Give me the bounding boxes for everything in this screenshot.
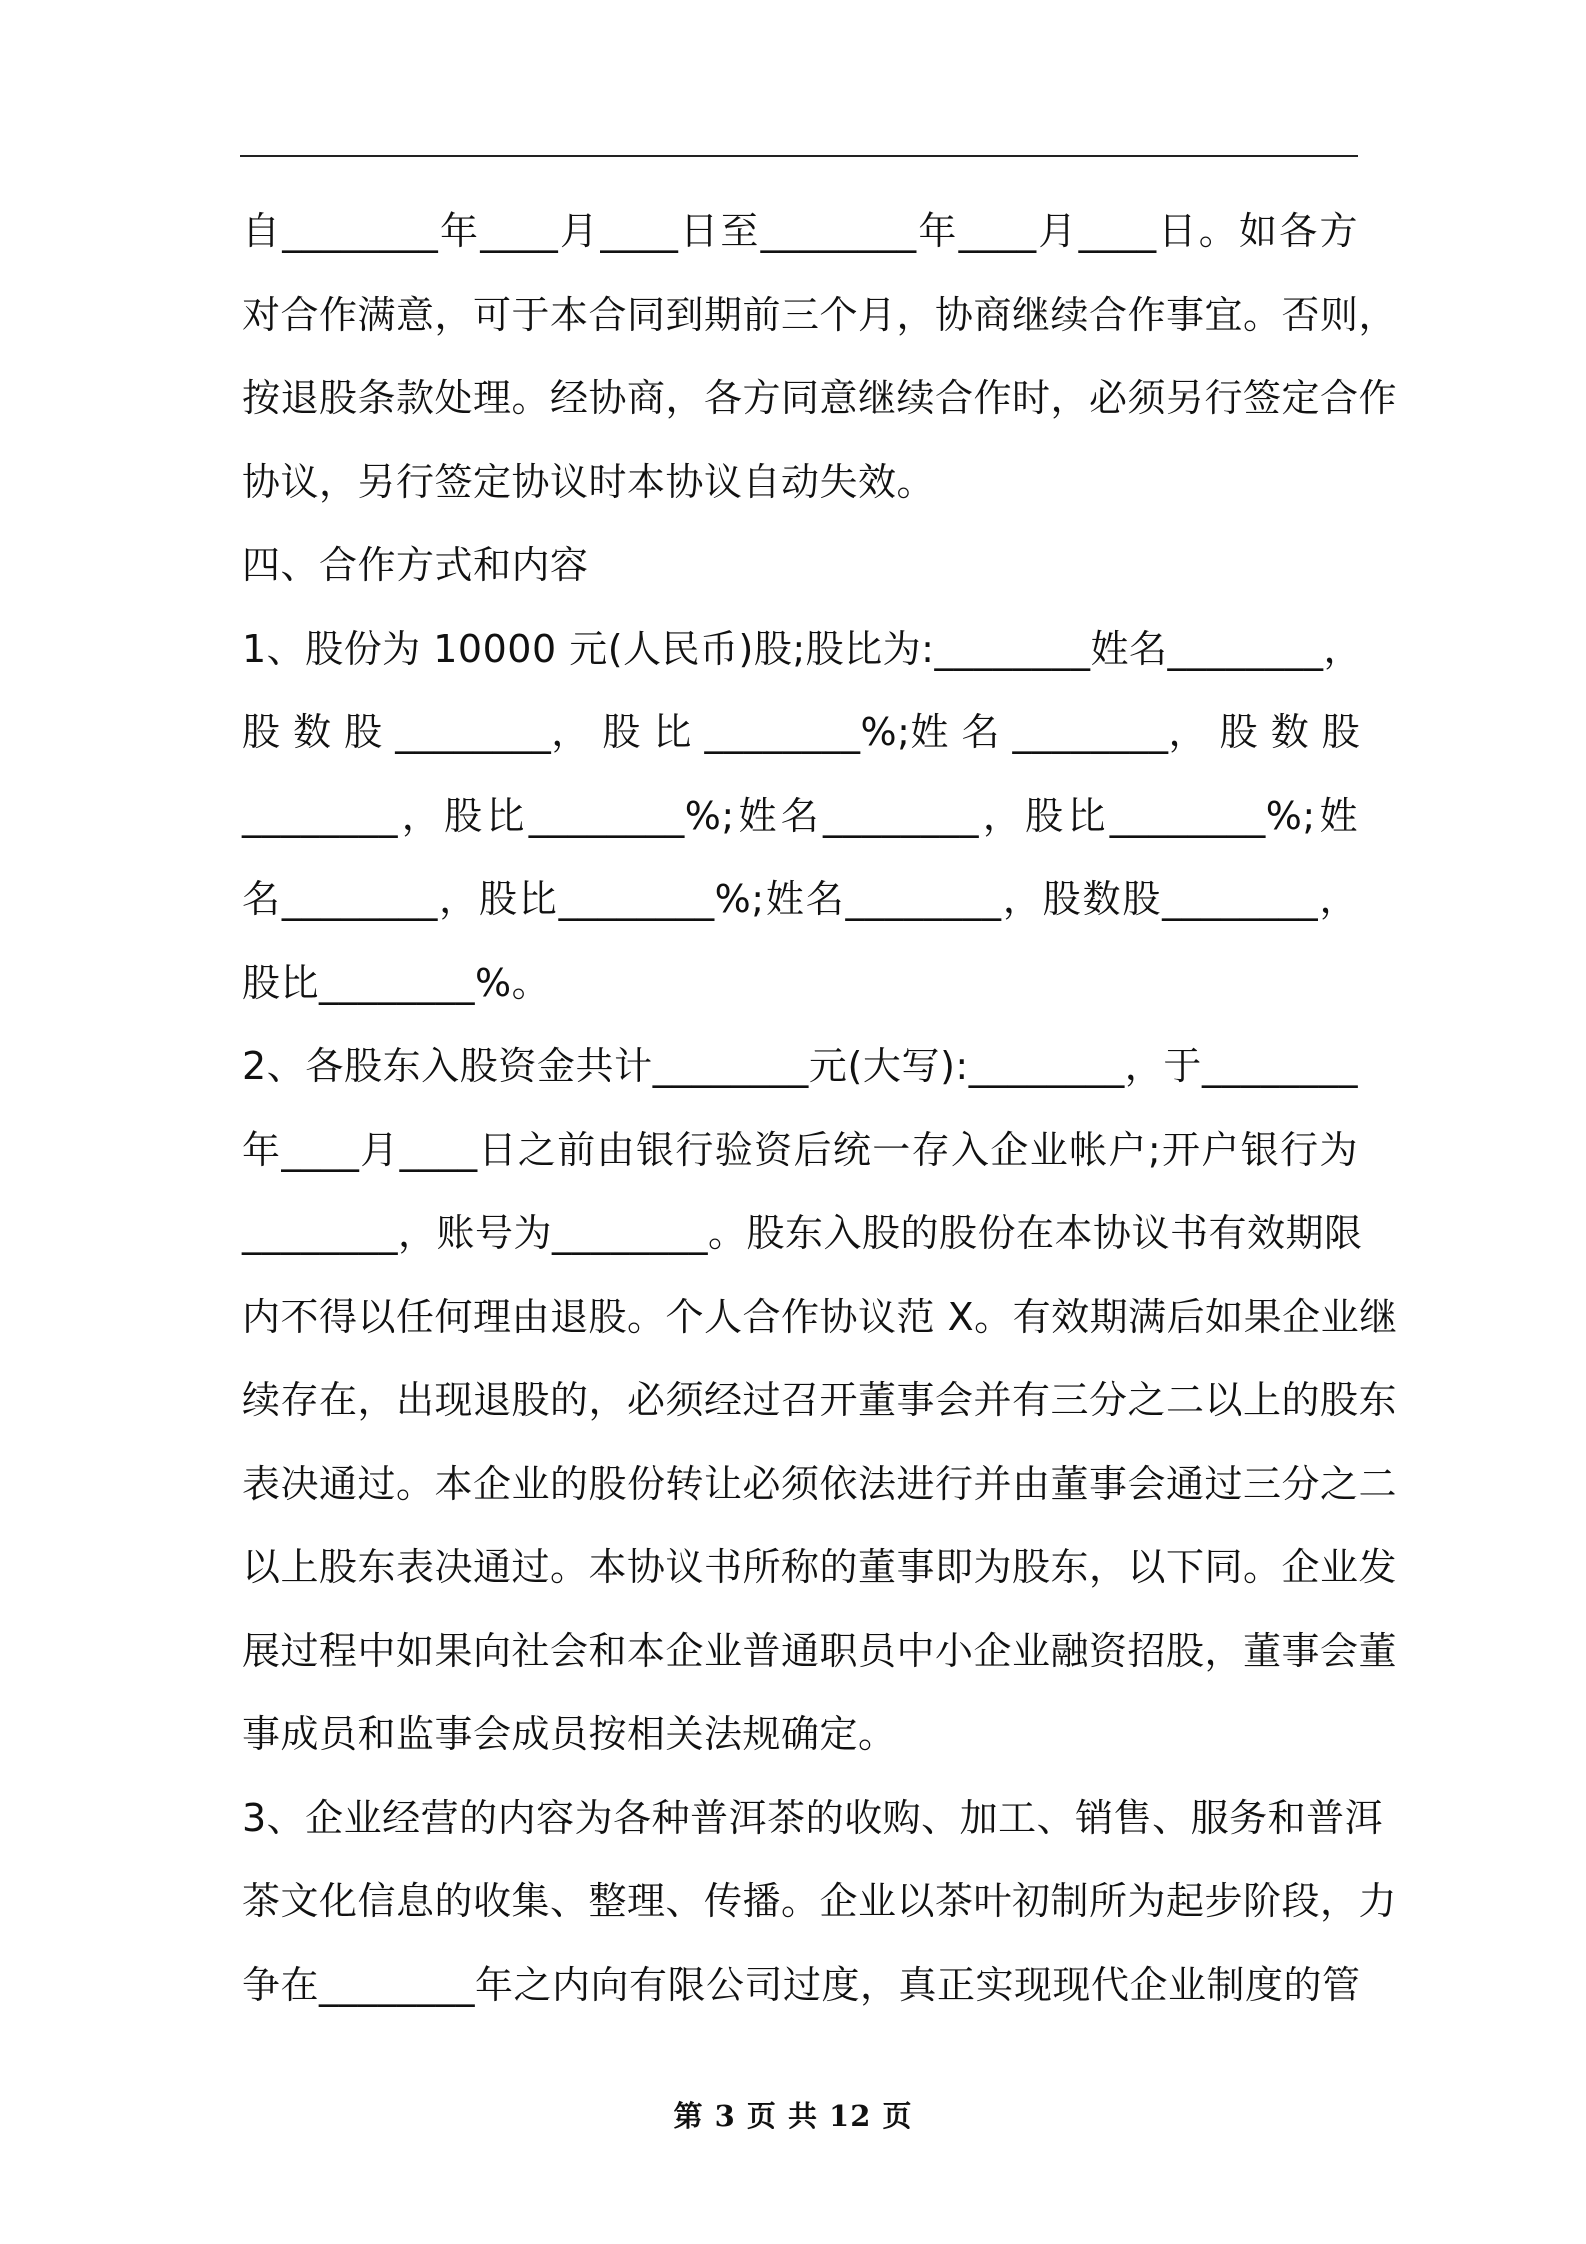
text-line: 名________，股比________%;姓名________，股数股________，: [242, 877, 1358, 921]
section-heading: 四、合作方式和内容: [242, 543, 589, 587]
text-line: 3、企业经营的内容为各种普洱茶的收购、加工、销售、服务和普洱: [242, 1795, 1384, 1840]
text-line: 年____月____日之前由银行验资后统一存入企业帐户;开户银行为: [242, 1127, 1358, 1172]
text-line: 按退股条款处理。经协商，各方同意继续合作时，必须另行签定合作: [242, 376, 1398, 420]
text-line: 续存在，出现退股的，必须经过召开董事会并有三分之二以上的股东: [242, 1378, 1398, 1422]
text-line: ________，股比________%;姓名________，股比________%;姓: [242, 793, 1358, 838]
document-body: [242, 190, 1398, 2027]
text-line: 展过程中如果向社会和本企业普通职员中小企业融资招股，董事会董: [242, 1628, 1398, 1673]
text-line: 股 数 股 ________， 股 比 ________%;姓 名 ________， 股 数 股: [242, 710, 1361, 754]
header-rule: [240, 155, 1358, 157]
text-line: 股比________%。: [242, 960, 551, 1005]
text-line: 以上股东表决通过。本协议书所称的董事即为股东，以下同。企业发: [242, 1545, 1398, 1589]
text-line: 2、各股东入股资金共计________元(大写):________，于________: [242, 1044, 1358, 1088]
text-line: 对合作满意，可于本合同到期前三个月，协商继续合作事宜。否则，: [242, 292, 1398, 337]
text-line: 协议，另行签定协议时本协议自动失效。: [242, 459, 936, 504]
text-line: 表决通过。本企业的股份转让必须依法进行并由董事会通过三分之二: [242, 1461, 1398, 1506]
text-line: 争在________年之内向有限公司过度，真正实现现代企业制度的管: [242, 1962, 1361, 2007]
text-line: 茶文化信息的收集、整理、传播。企业以茶叶初制所为起步阶段，力: [242, 1879, 1398, 1923]
text-line: 事成员和监事会成员按相关法规确定。: [242, 1712, 897, 1756]
page-number: 第 3 页 共 12 页: [673, 2099, 913, 2133]
text-line: 内不得以任何理由退股。个人合作协议范 X。有效期满后如果企业继: [242, 1294, 1398, 1339]
text-line: 1、股份为 10000 元(人民币)股;股比为:________姓名________，: [242, 626, 1362, 671]
text-line: ________，账号为________。股东入股的股份在本协议书有效期限: [242, 1211, 1363, 1255]
text-line: 自________年____月____日至________年____月____日。如各方: [242, 209, 1358, 253]
